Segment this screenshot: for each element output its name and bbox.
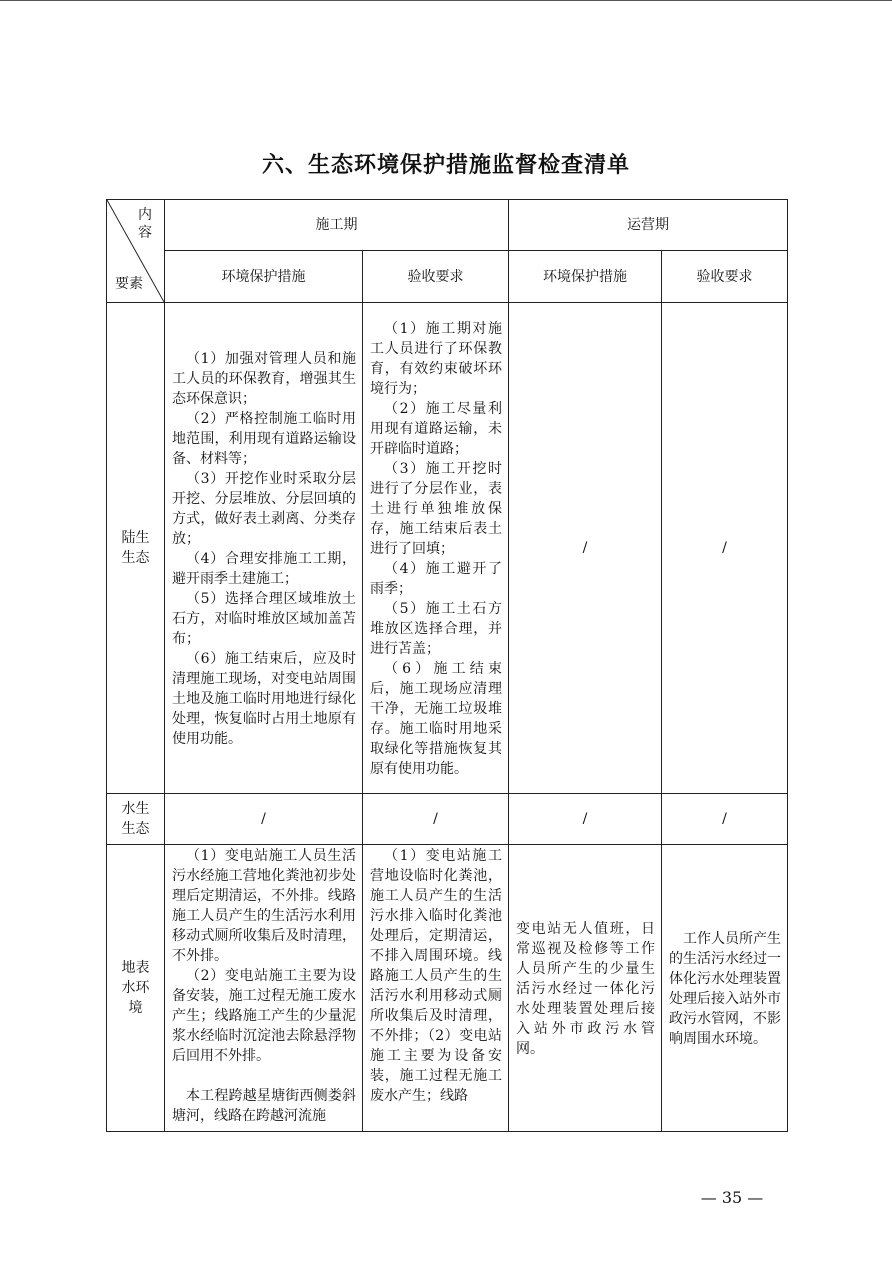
cell-operation-acceptance: /	[662, 303, 788, 794]
measure-item: （2）严格控制施工临时用地范围，利用现有道路运输设备、材料等；	[172, 410, 356, 467]
acceptance-item: （2）施工尽量利用现有道路运输，未开辟临时道路；	[370, 400, 502, 457]
measure-item: （3）开挖作业时采取分层开挖、分层堆放、分层回填的方式，做好表土剥离、分类存放；	[172, 470, 356, 547]
cell-construction-measures	[165, 845, 363, 1132]
table-row	[107, 794, 788, 845]
header-operation-period: 运营期	[509, 200, 788, 251]
element-surface-water: 地表水环境	[107, 845, 165, 1132]
header-construction-period: 施工期	[165, 200, 509, 251]
acceptance-item: （4）施工避开了雨季；	[370, 560, 502, 597]
measure-item: （2）变电站施工主要为设备安装，施工过程无施工废水产生；线路施工产生的少量泥浆水经临时沉淀池去除悬浮物后回用不外排。	[172, 968, 356, 1064]
diag-label-content: 内容	[138, 207, 152, 241]
measure-item: 本工程跨越星塘街西侧娄斜塘河，线路在跨越河流施	[172, 1088, 356, 1124]
element-terrestrial-ecology: 陆生生态	[107, 303, 165, 794]
cell-operation-acceptance	[662, 845, 788, 1132]
cell-construction-measures: /	[165, 794, 363, 845]
header-construction-acceptance: 验收要求	[363, 251, 509, 303]
acceptance-item: （1）变电站施工营地设临时化粪池，施工人员产生的生活污水排入临时化粪池处理后，定期清运，不排入周围环境。线路施工人员产生的生活污水利用移动式厕所收集后及时清理，不外排；（2）变电站施工主要为设备安装，施工过程无施工废水产生；线路	[370, 848, 502, 1104]
table-row	[107, 303, 788, 794]
measure-item: （5）选择合理区域堆放土石方，对临时堆放区域加盖苫布；	[172, 590, 356, 647]
top-rule	[0, 0, 892, 1]
measure-item: （6）施工结束后，应及时清理施工现场，对变电站周围土地及施工临时用地进行绿化处理，恢复临时占用土地原有使用功能。	[172, 650, 356, 747]
cell-construction-acceptance	[363, 845, 509, 1132]
acceptance-item: （5）施工土石方堆放区选择合理，并进行苫盖；	[370, 600, 502, 657]
operation-acceptance-text: 工作人员所产生的生活污水经过一体化污水处理装置处理后接入站外市政污水管网，不影响周围水环境。	[669, 930, 781, 1047]
measure-item: （1）加强对管理人员和施工人员的环保教育，增强其生态环保意识；	[172, 350, 356, 407]
cell-operation-measures: /	[509, 303, 662, 794]
cell-construction-measures	[165, 303, 363, 794]
inspection-checklist-table	[106, 199, 788, 1132]
cell-operation-measures	[509, 845, 662, 1132]
measure-item: （1）变电站施工人员生活污水经施工营地化粪池初步处理后定期清运，不外排。线路施工人员产生的生活污水利用移动式厕所收集后及时清理，不外排。	[172, 848, 356, 964]
page-title: 六、生态环境保护措施监督检查清单	[261, 153, 630, 178]
header-operation-acceptance: 验收要求	[662, 251, 788, 303]
cell-construction-acceptance: /	[363, 794, 509, 845]
element-aquatic-ecology: 水生生态	[107, 794, 165, 845]
diag-label-element: 要素	[115, 276, 143, 292]
acceptance-item: （1）施工期对施工人员进行了环保教育，有效约束破坏环境行为；	[370, 320, 502, 397]
operation-measure-text: 变电站无人值班，日常巡视及检修等工作人员所产生的少量生活污水经过一体化污水处理装置处理后接入站外市政污水管网。	[516, 920, 655, 1057]
header-construction-measures: 环境保护措施	[165, 251, 363, 303]
measure-item: （4）合理安排施工工期，避开雨季土建施工；	[172, 550, 356, 587]
cell-operation-acceptance: /	[662, 794, 788, 845]
cell-operation-measures: /	[509, 794, 662, 845]
diagonal-header-cell	[107, 200, 165, 303]
table-row	[107, 845, 788, 1132]
acceptance-item: （6）施工结束后，施工现场应清理干净，无施工垃圾堆存。施工临时用地采取绿化等措施恢复其原有使用功能。	[370, 660, 502, 777]
page-number: — 35 —	[700, 1188, 764, 1207]
cell-construction-acceptance	[363, 303, 509, 794]
header-operation-measures: 环境保护措施	[509, 251, 662, 303]
acceptance-item: （3）施工开挖时进行了分层作业，表土进行单独堆放保存，施工结束后表土进行了回填；	[370, 460, 502, 557]
